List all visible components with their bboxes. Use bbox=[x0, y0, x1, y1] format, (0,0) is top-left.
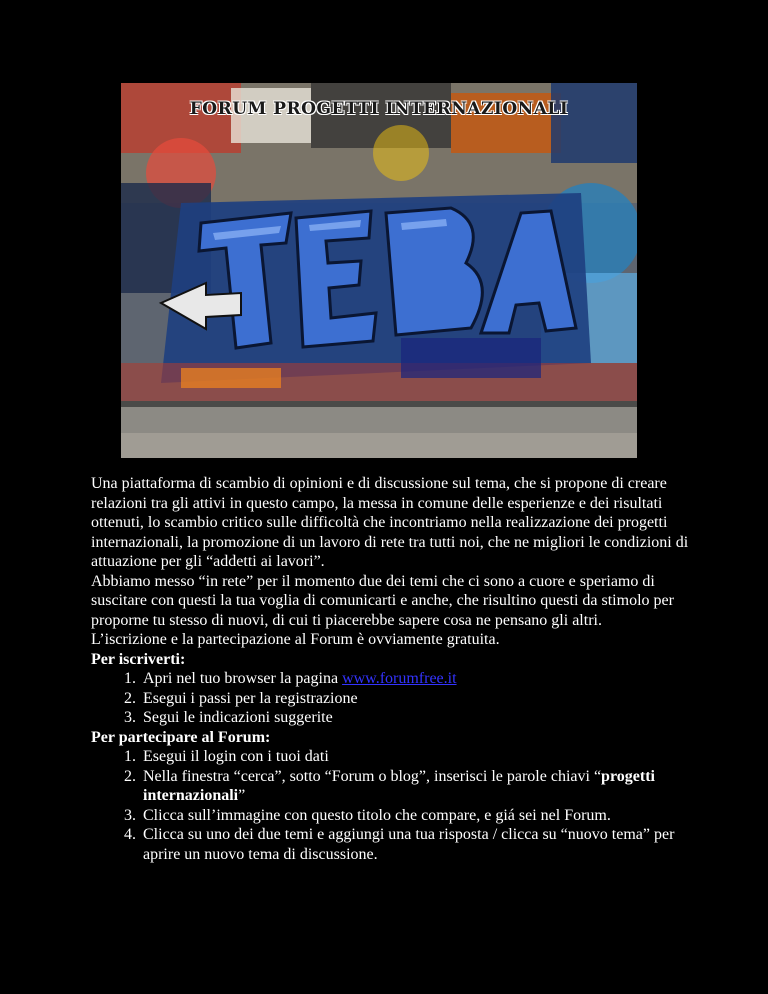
intro-paragraph-2: Abbiamo messo “in rete” per il momento due dei temi che ci sono a cuore e speriamo di suscitare con questi la tua voglia di comunicarti e anche, che risultino questi da stimolo per proporne tu stesso di nuovi, di cui ti piacerebbe sapere cosa ne pensano gli altri. bbox=[91, 572, 674, 629]
intro-paragraph-3: L’iscrizione e la partecipazione al Forum è ovviamente gratuita. bbox=[91, 631, 500, 648]
register-step-1 bbox=[140, 669, 691, 689]
intro-paragraph-1: Una piattaforma di scambio di opinioni e di discussione sul tema, che si propone di creare relazioni tra gli attivi in questo campo, la messa in comune delle esperienze e dei risultati ottenuti, lo scambio critico sulle difficoltà che incontriamo nella realizzazione dei progetti internazionali, la promozione di un lavoro di rete tra tutti noi, che ne migliori le condizioni di attuazione per gli “addetti ai lavori”. bbox=[91, 475, 689, 570]
search-keywords: progetti internazionali bbox=[143, 767, 655, 804]
register-step-3: 3. Segui le indicazioni suggerite bbox=[140, 708, 691, 728]
participate-step-1: 1. Esegui il login con i tuoi dati bbox=[140, 747, 691, 767]
register-step-2: 2. Esegui i passi per la registrazione bbox=[140, 689, 691, 709]
participate-step-2-text: Nella finestra “cerca”, sotto “Forum o blog”, inserisci le parole chiavi “ bbox=[143, 767, 602, 785]
participate-step-2-suffix: ” bbox=[238, 787, 246, 804]
participate-step-4: 4. Clicca su uno dei due temi e aggiungi una tua risposta / clicca su “nuovo tema” per aprire un nuovo tema di discussione. bbox=[140, 825, 691, 864]
participate-steps-list bbox=[91, 747, 691, 864]
banner-title: FORUM PROGETTI INTERNAZIONALI bbox=[189, 99, 569, 119]
participate-heading: Per partecipare al Forum: bbox=[91, 728, 271, 746]
forumfree-link[interactable]: www.forumfree.it bbox=[342, 670, 457, 687]
graffiti-banner-image[interactable] bbox=[121, 83, 637, 458]
register-step-1-text: Apri nel tuo browser la pagina bbox=[143, 670, 343, 687]
participate-step-2 bbox=[140, 767, 691, 806]
graffiti-artwork bbox=[121, 83, 637, 458]
register-heading: Per iscriverti: bbox=[91, 650, 186, 668]
register-steps-list bbox=[91, 669, 691, 728]
document-body bbox=[91, 474, 691, 864]
participate-step-3: 3. Clicca sull’immagine con questo titolo che compare, e giá sei nel Forum. bbox=[140, 806, 691, 826]
